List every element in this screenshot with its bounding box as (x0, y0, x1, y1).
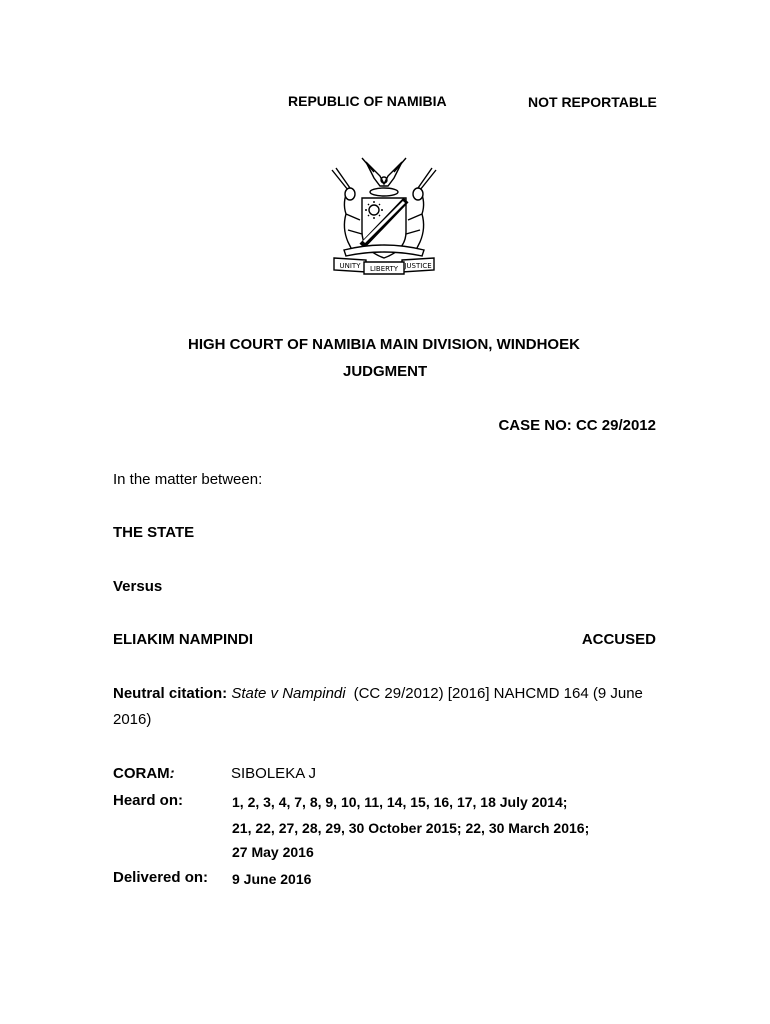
neutral-citation-line-2: 2016) (113, 711, 152, 728)
delivered-on-date: 9 June 2016 (232, 871, 312, 887)
citation-case-name: State v Nampindi (231, 685, 346, 702)
accused-name: ELIAKIM NAMPINDI (113, 631, 253, 648)
case-number: CASE NO: CC 29/2012 (498, 417, 656, 434)
party-state: THE STATE (113, 524, 195, 541)
coram-value: SIBOLEKA J (231, 765, 317, 782)
coram-label: CORAM: (113, 765, 175, 782)
court-title: HIGH COURT OF NAMIBIA MAIN DIVISION, WINDHOEK (188, 336, 580, 353)
citation-reference: (CC 29/2012) [2016] NAHCMD 164 (9 June (353, 685, 643, 702)
judgment-title: JUDGMENT (343, 363, 428, 380)
heard-on-label: Heard on: (113, 792, 184, 809)
motto-right: JUSTICE (404, 262, 432, 270)
coat-of-arms-icon (322, 150, 446, 278)
heard-on-dates-line-2: 21, 22, 27, 28, 29, 30 October 2015; 22, 30 March 2016; (232, 820, 590, 836)
motto-left: UNITY (339, 262, 361, 270)
matter-between: In the matter between: (113, 471, 263, 488)
heard-on-dates-line-1: 1, 2, 3, 4, 7, 8, 9, 10, 11, 14, 15, 16, 17, 18 July 2014; (232, 794, 568, 810)
neutral-citation-label: Neutral citation: (113, 685, 228, 702)
versus-label: Versus (113, 578, 163, 595)
accused-label: ACCUSED (581, 631, 656, 648)
motto-center: LIBERTY (369, 265, 399, 273)
reportable-status: NOT REPORTABLE (528, 94, 657, 110)
heard-on-dates-line-3: 27 May 2016 (232, 844, 314, 860)
neutral-citation-line-1 (113, 685, 643, 702)
delivered-on-label: Delivered on: (113, 869, 209, 886)
republic-heading: REPUBLIC OF NAMIBIA (288, 93, 447, 109)
